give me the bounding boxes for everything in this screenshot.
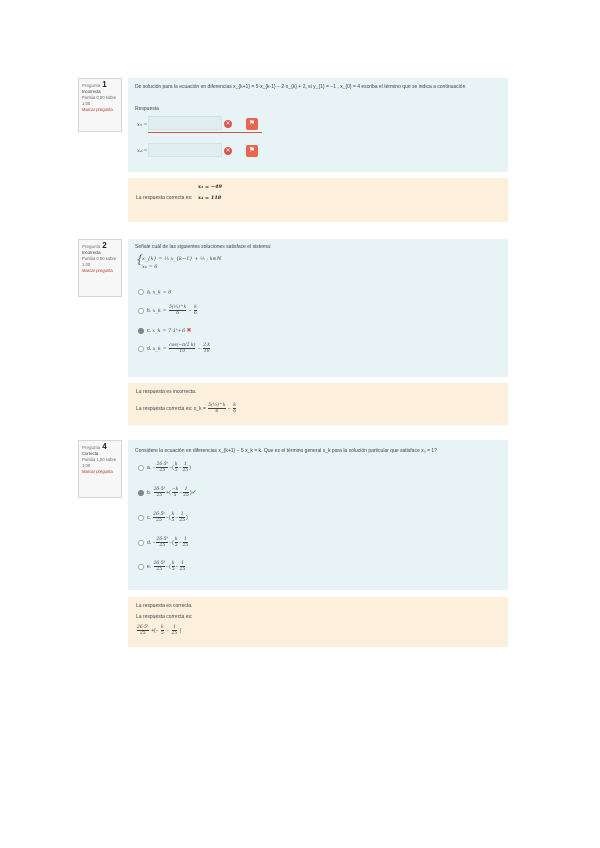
x5-label: x₅ = (137, 122, 148, 128)
correct-answer-intro: La respuesta correcta es: (136, 195, 193, 201)
question-text-box (128, 239, 508, 377)
option-letter: c. (147, 514, 151, 521)
option-b[interactable]: b. x_k = $\frac{\text{5(¹⁄₅)\textasciicircum{}k}}{6}$ − $\frac{k}{6}$ (138, 305, 198, 316)
question-text: De solución para la ecuación en diferencias x_{k+1} = 5·x_{k-1} − 2·x_{k} + 2, si y_{1} = −1 , x_{0} = 4 escriba el término que se indica a continuación (135, 84, 466, 90)
question-mark: Puntúa 1,00 sobre 1,00 (82, 457, 117, 468)
radio-button-selected[interactable] (138, 490, 144, 496)
question-mark: Puntúa 0,00 sobre 1,00 (82, 95, 117, 106)
option-sign: − (152, 464, 156, 471)
question-number: Pregunta 2 (82, 241, 107, 250)
option-d[interactable]: d. x_k = $\frac{\cos(-\pi/2 k)}{10}$ − $\frac{2 k}{10}$ (138, 343, 211, 354)
question-status: Correcta (82, 451, 99, 456)
correct-answer-intro: La respuesta correcta es: (136, 614, 193, 620)
question-number: Pregunta 1 (82, 80, 107, 89)
system-brace: { (136, 253, 143, 266)
question-number: Pregunta 4 (82, 442, 107, 451)
x4-input[interactable] (148, 143, 222, 157)
question-mark: Puntúa 0,00 sobre 1,00 (82, 256, 117, 267)
feedback-status: La respuesta es correcta. (136, 603, 193, 609)
feedback-flag-button[interactable]: ⚑ (246, 145, 258, 157)
radio-button[interactable] (138, 289, 144, 295)
x4-label: x₄ = (137, 148, 148, 154)
system-equation-1: x_{k} = ¹⁄₅ x_{k−1} + ¹⁄₅ ; k∈ℕ (142, 256, 221, 262)
radio-button[interactable] (138, 308, 144, 314)
option-letter: b. (147, 489, 152, 496)
question-info-4 (78, 440, 122, 498)
question-text: Considere la ecuación en diferencias x_{k+1} − 5 x_k = k. Que es el término general x_k para la solución particular que satisface x₀ = 1? (135, 448, 437, 454)
question-status: Incorrecta (82, 89, 101, 94)
incorrect-icon: ✖ (186, 328, 192, 334)
option-sign: − (152, 539, 156, 546)
option-d[interactable]: d. − $\frac{\text{26·5ᵏ}}{25}$ −( $\frac{k}{5}$ − $\frac{1}{25}$ (138, 537, 189, 548)
radio-button[interactable] (138, 564, 144, 570)
flag-question-link[interactable]: Marcar pregunta (82, 107, 113, 112)
correct-answer-x4: x₄ = 118 (198, 195, 222, 201)
option-a[interactable]: a. − $\frac{\text{26·5ᵏ}}{25}$ −( $\frac{k}{5}$ − $\frac{1}{25}$ ) (138, 462, 191, 473)
option-c[interactable]: c. $\frac{\text{26·5ᵏ}}{25}$ −( $\frac{k}{5}$ − $\frac{1}{25}$ ) (138, 512, 188, 523)
option-letter: d. (147, 539, 152, 546)
radio-button[interactable] (138, 540, 144, 546)
question-text-box (128, 78, 508, 172)
feedback-status: La respuesta es incorrecta. (136, 389, 197, 395)
option-a[interactable]: a. x_k = 6 (138, 289, 171, 295)
x5-input[interactable] (148, 116, 222, 130)
option-e[interactable]: e. $\frac{\text{26·5ᵏ}}{25}$ −( $\frac{k}{5}$ − $\frac{1}{25}$ (138, 561, 186, 572)
question-info-2 (78, 239, 122, 297)
incorrect-icon: ✕ (225, 121, 231, 127)
answer-label: Respuesta (135, 106, 159, 112)
option-c[interactable]: c. x_k = 7·1ᵏ+6 ✖ (138, 327, 192, 334)
flag-question-link[interactable]: Marcar pregunta (82, 469, 113, 474)
radio-button[interactable] (138, 515, 144, 521)
correct-answer: La respuesta correcta es: x_k = $\frac{\text{5(¹⁄₅)\textasciicircum{}k}}{6}$ − $\frac{k}{6}$ (136, 403, 237, 414)
question-info-1 (78, 78, 122, 132)
question-text: Señale cuál de las siguientes soluciones satisface el sistema: (135, 244, 272, 250)
system-equation-2: x₀ = 6 (142, 264, 158, 270)
flag-question-link[interactable]: Marcar pregunta (82, 268, 113, 273)
radio-button[interactable] (138, 346, 144, 352)
correct-answer: $\frac{\text{26·5ᵏ}}{25}$ +(− $\frac{k}{5}$ − $\frac{1}{25}$ ) (137, 625, 182, 636)
radio-button-selected[interactable] (138, 328, 144, 334)
feedback-box (128, 597, 508, 647)
option-b[interactable]: b. $\frac{\text{26·5ᵏ}}{25}$ +( $\frac{-k}{5}$ − $\frac{1}{25}$ )✔ (138, 487, 197, 498)
question-text-box (128, 440, 508, 590)
option-letter: e. (147, 563, 152, 570)
feedback-flag-button[interactable]: ⚑ (246, 118, 258, 130)
incorrect-icon: ✕ (225, 148, 231, 154)
option-letter: a. (147, 464, 152, 471)
feedback-box (128, 383, 508, 425)
correct-answer-x5: x₅ = −49 (198, 184, 222, 190)
correct-icon: ✔ (191, 489, 197, 496)
input-error-underline (148, 132, 262, 133)
radio-button[interactable] (138, 465, 144, 471)
feedback-box (128, 178, 508, 222)
question-status: Incorrecta (82, 250, 101, 255)
